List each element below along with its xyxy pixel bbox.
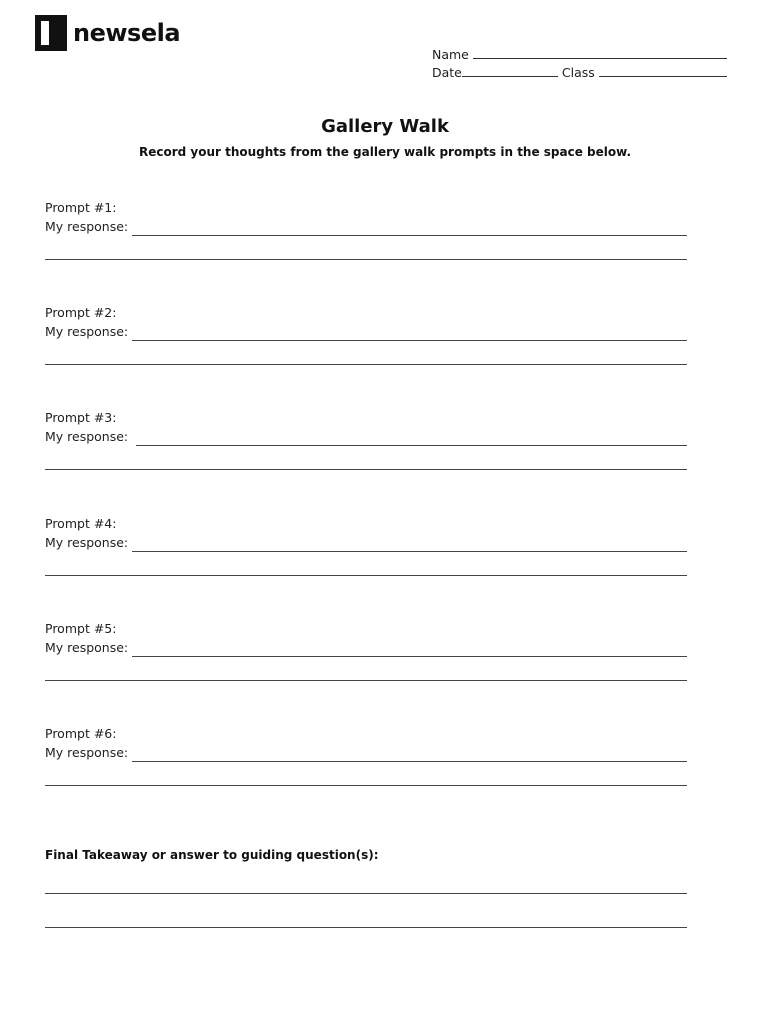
response-label: My response: xyxy=(45,429,129,444)
page-subtitle: Record your thoughts from the gallery walk prompts in the space below. xyxy=(138,145,632,159)
page-title: Gallery Walk xyxy=(321,116,449,137)
response-line[interactable] xyxy=(132,221,687,236)
date-class-field xyxy=(432,64,727,82)
response-line[interactable] xyxy=(132,642,687,657)
newsela-logo-icon xyxy=(35,15,67,51)
response-extra-line[interactable] xyxy=(45,363,687,365)
prompt-block-5 xyxy=(45,619,687,681)
name-field[interactable] xyxy=(432,46,727,64)
final-takeaway-line-2[interactable] xyxy=(45,926,687,928)
response-line[interactable] xyxy=(132,326,687,341)
class-label: Class xyxy=(561,65,595,80)
response-row[interactable] xyxy=(45,427,687,446)
response-label: My response: xyxy=(45,535,129,550)
response-extra-line[interactable] xyxy=(45,468,687,470)
prompt-label: Prompt #6: xyxy=(45,726,117,741)
response-extra-line[interactable] xyxy=(45,258,687,260)
prompt-block-2 xyxy=(45,303,687,365)
response-label: My response: xyxy=(45,219,129,234)
student-info-fields xyxy=(432,46,727,82)
prompt-block-4 xyxy=(45,514,687,576)
newsela-logo xyxy=(35,15,180,51)
response-extra-line[interactable] xyxy=(45,784,687,786)
logo-text: newsela xyxy=(73,19,181,47)
prompt-block-6 xyxy=(45,724,687,786)
final-takeaway-line-1[interactable] xyxy=(45,892,687,894)
response-line[interactable] xyxy=(136,431,687,446)
date-blank[interactable] xyxy=(462,65,558,77)
response-row[interactable] xyxy=(45,638,687,657)
response-extra-line[interactable] xyxy=(45,574,687,576)
name-label: Name xyxy=(432,47,469,62)
prompt-block-1 xyxy=(45,198,687,260)
response-label: My response: xyxy=(45,640,129,655)
prompt-label: Prompt #3: xyxy=(45,410,117,425)
prompt-block-3 xyxy=(45,408,687,470)
response-row[interactable] xyxy=(45,743,687,762)
name-blank[interactable] xyxy=(473,47,727,59)
class-blank[interactable] xyxy=(599,65,727,77)
final-takeaway-label: Final Takeaway or answer to guiding question(s): xyxy=(45,848,379,862)
prompt-label: Prompt #5: xyxy=(45,621,117,636)
response-label: My response: xyxy=(45,745,129,760)
response-line[interactable] xyxy=(132,747,687,762)
prompt-label: Prompt #1: xyxy=(45,200,117,215)
response-label: My response: xyxy=(45,324,129,339)
prompt-label: Prompt #2: xyxy=(45,305,117,320)
prompt-label: Prompt #4: xyxy=(45,516,117,531)
response-row[interactable] xyxy=(45,322,687,341)
response-extra-line[interactable] xyxy=(45,679,687,681)
response-row[interactable] xyxy=(45,217,687,236)
response-line[interactable] xyxy=(132,537,687,552)
response-row[interactable] xyxy=(45,533,687,552)
date-label: Date xyxy=(432,65,462,80)
